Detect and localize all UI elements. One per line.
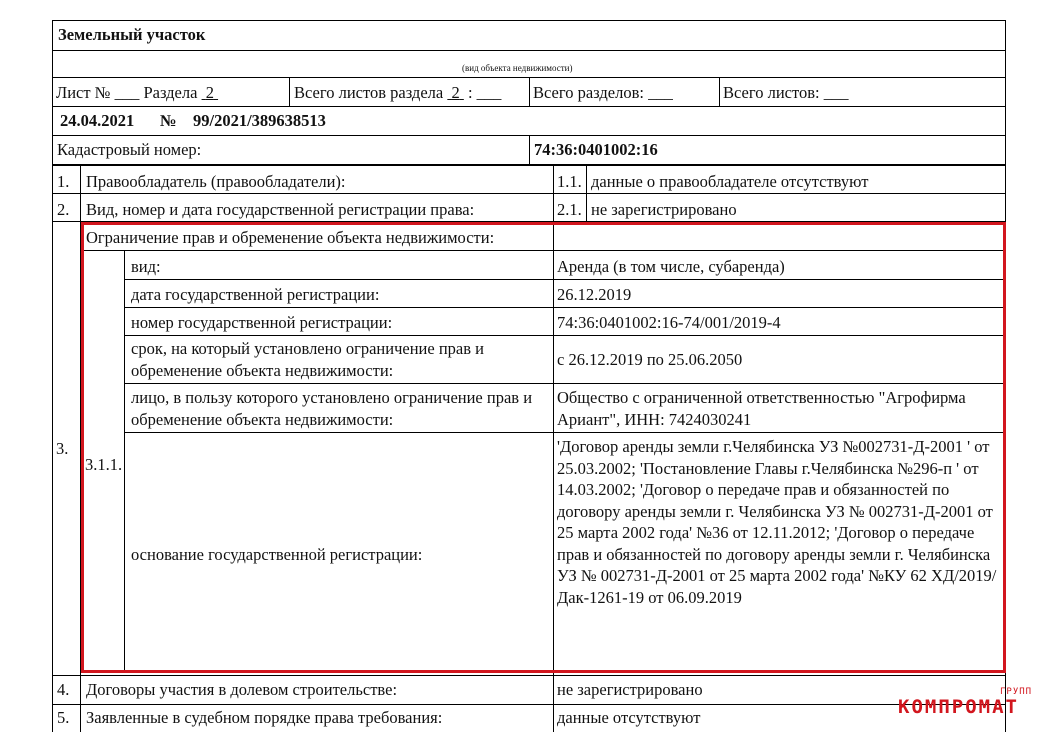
highlight-frame bbox=[81, 222, 1006, 673]
basis-label: основание государственной регистрации: bbox=[131, 545, 423, 564]
sheets-label: Всего листов: bbox=[723, 83, 820, 102]
section-sheets-field: Всего листов раздела 2 : ___ bbox=[294, 83, 502, 102]
cadastral-label: Кадастровый номер: bbox=[57, 140, 202, 159]
term-value: с 26.12.2019 по 25.06.2050 bbox=[557, 350, 743, 369]
document-number: 99/2021/389638513 bbox=[193, 111, 326, 130]
row3-subnumber: 3.1.1. bbox=[85, 455, 123, 474]
term-label: срок, на который установлено ограничение прав и обременение объекта недвижимости: bbox=[131, 339, 484, 380]
encumbrance-kind-label: вид: bbox=[131, 257, 161, 276]
number-sign: № bbox=[160, 111, 177, 130]
section-sheets-label: Всего листов раздела bbox=[294, 83, 444, 102]
row1-label: Правообладатель (правообладатели): bbox=[86, 172, 346, 191]
sections-total-field: Всего разделов: ___ bbox=[533, 83, 673, 102]
basis-value: 'Договор аренды земли г.Челябинска УЗ №002731-Д-2001 ' от 25.03.2002; 'Постановление Главы г.Челябинска №296-п ' от 14.03.2002; 'Договор о передаче прав и обязанностей по договору аренды земли г. Челябинска УЗ № 002731-Д-2001 от 25 марта 2002 года' №36 от 12.11.2012; 'Договор о передаче прав и обязанностей по договору аренды земли г. Челябинска УЗ № 002731-Д-2001 от 25 марта 2002 года' №КУ 62 ХД/2019/Дак-1261-19 от 06.09.2019 bbox=[557, 437, 997, 607]
section-label: Раздела bbox=[143, 83, 198, 102]
row5-value: данные отсутствуют bbox=[557, 708, 701, 727]
cadastral-number: 74:36:0401002:16 bbox=[534, 140, 658, 159]
section-sheets-value: 2 bbox=[451, 83, 460, 102]
row3-label: Ограничение прав и обременение объекта недвижимости: bbox=[86, 228, 495, 247]
row3-number: 3. bbox=[56, 439, 69, 458]
row4-label: Договоры участия в долевом строительстве: bbox=[86, 680, 398, 699]
row4-value: не зарегистрировано bbox=[557, 680, 703, 699]
date: 24.04.2021 bbox=[60, 111, 135, 130]
watermark-small: ГРУПП bbox=[1000, 687, 1033, 697]
row2-subnumber: 2.1. bbox=[557, 200, 582, 219]
sections-label: Всего разделов: bbox=[533, 83, 644, 102]
sheet-number-field: Лист № ___ Раздела 2 bbox=[56, 83, 214, 102]
row2-value: не зарегистрировано bbox=[591, 200, 737, 219]
registration-number-value: 74:36:0401002:16-74/001/2019-4 bbox=[557, 313, 781, 332]
row4-number: 4. bbox=[57, 680, 70, 699]
sheets-total-field: Всего листов: ___ bbox=[723, 83, 849, 102]
document-title: Земельный участок bbox=[58, 25, 206, 44]
row2-number: 2. bbox=[57, 200, 70, 219]
watermark-logo: КОМПРОМАТ bbox=[898, 696, 1019, 718]
beneficiary-label: лицо, в пользу которого установлено ограничение прав и обременение объекта недвижимости: bbox=[131, 388, 533, 429]
row1-subnumber: 1.1. bbox=[557, 172, 582, 191]
sheet-label: Лист № bbox=[56, 83, 111, 102]
row1-value: данные о правообладателе отсутствуют bbox=[591, 172, 869, 191]
row1-number: 1. bbox=[57, 172, 70, 191]
row2-label: Вид, номер и дата государственной регистрации права: bbox=[86, 200, 475, 219]
beneficiary-value: Общество с ограниченной ответственностью "Агрофирма Ариант", ИНН: 7424030241 bbox=[557, 388, 966, 429]
row5-number: 5. bbox=[57, 708, 70, 727]
document-subtitle: (вид объекта недвижимости) bbox=[462, 63, 573, 73]
encumbrance-kind-value: Аренда (в том числе, субаренда) bbox=[557, 257, 785, 276]
section-value: 2 bbox=[205, 83, 214, 102]
registration-number-label: номер государственной регистрации: bbox=[131, 313, 393, 332]
row5-label: Заявленные в судебном порядке права требования: bbox=[86, 708, 443, 727]
registration-date-label: дата государственной регистрации: bbox=[131, 285, 380, 304]
registration-date-value: 26.12.2019 bbox=[557, 285, 632, 304]
